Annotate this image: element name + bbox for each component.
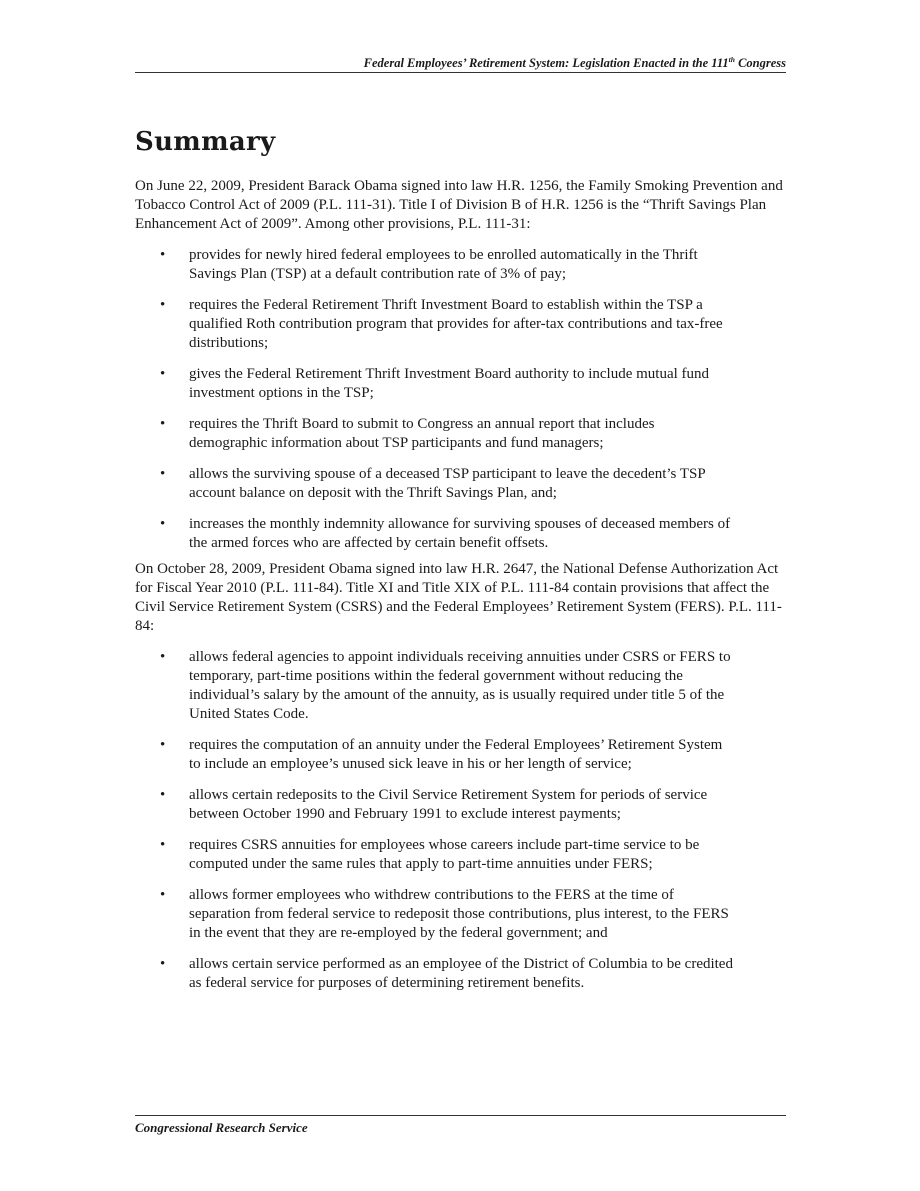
list-item — [135, 955, 786, 993]
bullet-icon: • — [160, 247, 166, 263]
summary-heading: Summary — [135, 127, 276, 157]
bullet-icon: • — [160, 366, 166, 382]
list-item — [135, 246, 786, 284]
footer-publisher: Congressional Research Service — [135, 1120, 308, 1135]
list-item — [135, 415, 786, 453]
bullet-text: requires the computation of an annuity under the Federal Employees’ Retirement System to include an employee’s unused sick leave in his or her length of service; — [189, 737, 723, 772]
header-rule — [135, 72, 786, 73]
bullet-text: provides for newly hired federal employees to be enrolled automatically in the Thrift Savings Plan (TSP) at a default contribution rate of 3% of pay; — [189, 247, 698, 282]
running-header-superscript: th — [728, 54, 735, 64]
footer-rule — [135, 1115, 786, 1116]
bullet-text: requires the Federal Retirement Thrift Investment Board to establish within the TSP a qualified Roth contribution program that provides for after-tax contributions and tax-free distributions; — [189, 297, 723, 351]
bullet-icon: • — [160, 887, 166, 903]
bullet-text: allows former employees who withdrew contributions to the FERS at the time of separation from federal service to redeposit those contributions, plus interest, to the FERS in the event that they are re-employed by the federal government; and — [189, 887, 729, 941]
bullet-icon: • — [160, 956, 166, 972]
list-item — [135, 836, 786, 874]
bullet-text: allows certain service performed as an employee of the District of Columbia to be credited as federal service for purposes of determining retirement benefits. — [189, 956, 733, 991]
bullet-icon: • — [160, 466, 166, 482]
bullet-text: increases the monthly indemnity allowance for surviving spouses of deceased members of the armed forces who are affected by certain benefit offsets. — [189, 516, 731, 551]
bullet-text: gives the Federal Retirement Thrift Investment Board authority to include mutual fund investment options in the TSP; — [189, 366, 710, 401]
bullet-icon: • — [160, 787, 166, 803]
bullet-icon: • — [160, 416, 166, 432]
bullet-text: requires CSRS annuities for employees whose careers include part-time service to be computed under the same rules that apply to part-time annuities under FERS; — [189, 837, 700, 872]
bullet-text: allows certain redeposits to the Civil Service Retirement System for periods of service between October 1990 and February 1991 to exclude interest payments; — [189, 787, 708, 822]
bullet-text: allows the surviving spouse of a deceased TSP participant to leave the decedent’s TSP account balance on deposit with the Thrift Savings Plan, and; — [189, 466, 706, 501]
bullet-list-pl-111-84 — [135, 648, 786, 993]
list-item — [135, 736, 786, 774]
list-item — [135, 648, 786, 724]
bullet-icon: • — [160, 649, 166, 665]
bullet-text: allows federal agencies to appoint individuals receiving annuities under CSRS or FERS to temporary, part-time positions within the federal government without reducing the individual’s salary by the amount of the annuity, as is usually required under title 5 of the United States Code. — [189, 649, 731, 722]
running-header-title-end: Congress — [734, 56, 786, 70]
running-header-title: Federal Employees’ Retirement System: Legislation Enacted in the 111 — [363, 56, 729, 70]
bullet-icon: • — [160, 297, 166, 313]
list-item — [135, 296, 786, 353]
list-item — [135, 365, 786, 403]
summary-body — [135, 177, 786, 1000]
bullet-list-pl-111-31 — [135, 246, 786, 553]
list-item — [135, 465, 786, 503]
paragraph-pl-111-84: On October 28, 2009, President Obama signed into law H.R. 2647, the National Defense Authorization Act for Fiscal Year 2010 (P.L. 111-84). Title XI and Title XIX of P.L. 111-84 contain provisions that affect the Civil Service Retirement System (CSRS) and the Federal Employees’ Retirement System (FERS). P.L. 111-84: — [135, 561, 782, 634]
bullet-icon: • — [160, 737, 166, 753]
list-item — [135, 886, 786, 943]
bullet-icon: • — [160, 837, 166, 853]
bullet-icon: • — [160, 516, 166, 532]
bullet-text: requires the Thrift Board to submit to Congress an annual report that includes demographic information about TSP participants and fund managers; — [189, 416, 655, 451]
list-item — [135, 515, 786, 553]
list-item — [135, 786, 786, 824]
running-header — [135, 55, 786, 71]
paragraph-pl-111-31: On June 22, 2009, President Barack Obama signed into law H.R. 1256, the Family Smoking Prevention and Tobacco Control Act of 2009 (P.L. 111-31). Title I of Division B of H.R. 1256 is the “Thrift Savings Plan Enhancement Act of 2009”. Among other provisions, P.L. 111-31: — [135, 178, 783, 232]
